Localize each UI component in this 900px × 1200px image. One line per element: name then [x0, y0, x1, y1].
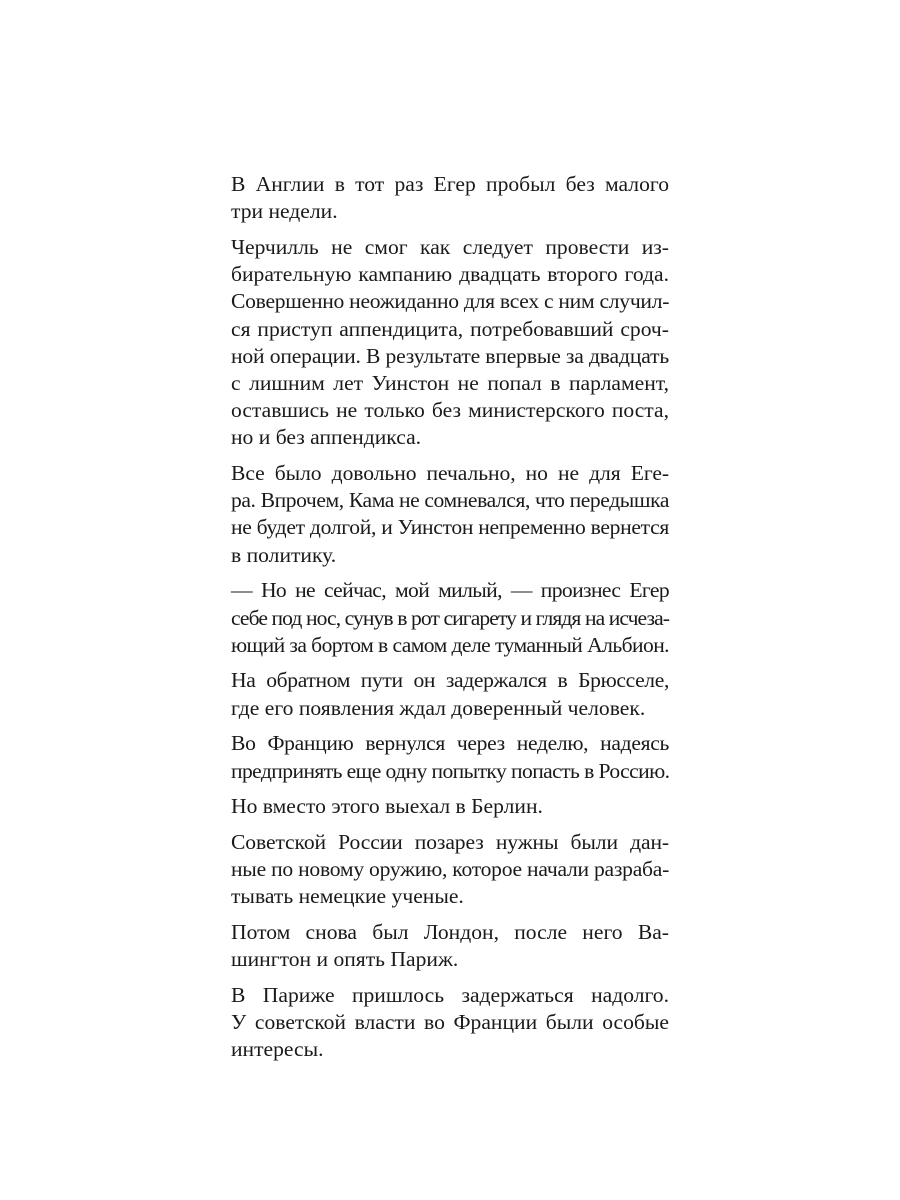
text-line: Во Францию вернулся через неделю, надеясь — [231, 731, 669, 756]
paragraph — [197, 919, 669, 973]
text-line: не будет долгой, и Уинстон непременно вернется — [231, 515, 669, 540]
text-line: оставшись не только без министерского поста, — [231, 398, 669, 423]
text-line: ные по новому оружию, которое начали разраба- — [231, 857, 670, 882]
paragraph — [197, 667, 669, 721]
text-line: — Но не сейчас, мой милый, — произнес Егер — [231, 578, 669, 603]
text-line: У советской власти во Франции были особые — [231, 1010, 669, 1035]
text-line: ся приступ аппендицита, потребовавший сроч- — [231, 316, 669, 341]
paragraph — [197, 829, 669, 911]
body-text — [197, 171, 669, 1072]
text-line: Черчилль не смог как следует провести из- — [231, 234, 669, 259]
text-line: В Англии в тот раз Егер пробыл без малого — [231, 172, 669, 196]
text-line: тывать немецкие ученые. — [231, 884, 464, 909]
text-line: Потом снова был Лондон, после него Ва- — [231, 920, 669, 945]
paragraph — [197, 982, 669, 1064]
text-line: но и без аппендикса. — [231, 425, 422, 450]
text-line: где его появления ждал доверенный человек. — [231, 695, 646, 720]
text-line: ра. Впрочем, Кама не сомневался, что передышка — [231, 488, 669, 513]
text-line: Советской России позарез нужны были дан- — [231, 829, 669, 854]
text-line: интересы. — [231, 1037, 324, 1062]
text-line: Но вместо этого выехал в Берлин. — [231, 794, 543, 819]
text-line: бирательную кампанию двадцать второго года. — [231, 262, 669, 287]
text-line: В Париже пришлось задержаться надолго. — [231, 982, 669, 1007]
text-line: Совершенно неожиданно для всех с ним случил- — [231, 289, 670, 314]
text-line: ющий за бортом в самом деле туманный Альбион. — [231, 632, 669, 657]
text-line: с лишним лет Уинстон не попал в парламент, — [231, 370, 669, 395]
text-line: ной операции. В результате впервые за двадцать — [231, 343, 670, 368]
paragraph — [197, 234, 669, 452]
paragraph — [197, 577, 669, 659]
paragraph — [197, 171, 669, 225]
text-line: Все было довольно печально, но не для Еге- — [231, 461, 669, 486]
text-line: три недели. — [231, 199, 338, 224]
paragraph — [197, 793, 669, 820]
text-line: себе под нос, сунув в рот сигарету и глядя на исчеза- — [231, 605, 669, 630]
text-line: На обратном пути он задержался в Брюсселе, — [231, 668, 669, 693]
text-line: шингтон и опять Париж. — [231, 947, 459, 972]
paragraph — [197, 460, 669, 569]
paragraph — [197, 730, 669, 784]
text-line: в политику. — [231, 542, 337, 567]
text-line: предпринять еще одну попытку попасть в Россию. — [231, 758, 670, 783]
